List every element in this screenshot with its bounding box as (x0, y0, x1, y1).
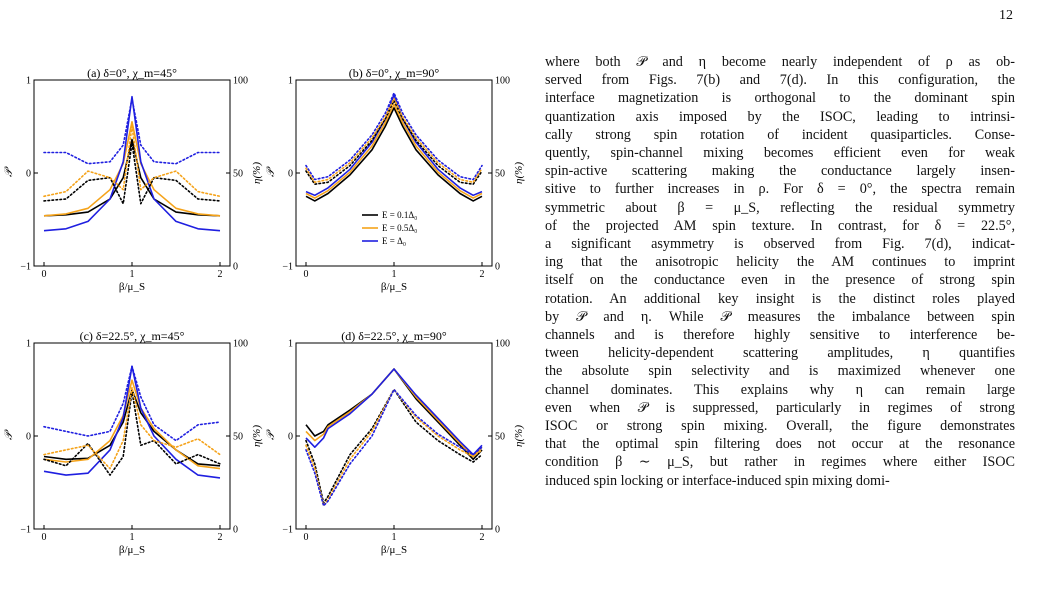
body-line: quently, spin-channel mixing becomes efficient even for weak (545, 145, 1015, 162)
series-dotted-5 (44, 366, 220, 440)
series-dotted-3 (44, 143, 220, 204)
body-line: of the projected AM spin texture. In contrast, for δ = 22.5°, (545, 217, 1015, 234)
left-tick-label: −1 (282, 261, 293, 273)
body-line: channels and is therefore highly sensitive to interference be- (545, 327, 1015, 344)
left-tick-label: 0 (26, 431, 31, 443)
body-line: that the optimal spin filtering does not occur at the resonance (545, 436, 1015, 453)
body-line: interface magnetization is orthogonal to the dominant spin (545, 90, 1015, 107)
x-tick-label: 0 (41, 532, 47, 543)
body-text (545, 53, 1015, 490)
x-tick-label: 2 (479, 532, 485, 543)
series-dotted-3 (306, 101, 482, 185)
left-tick-label: 1 (288, 338, 293, 350)
series-solid-2 (306, 95, 482, 195)
left-tick-label: 1 (288, 75, 293, 87)
x-axis-label: β/μ_S (380, 281, 408, 293)
series-solid-1 (306, 369, 482, 457)
body-line: spin-active scattering making the conductance largely insen- (545, 163, 1015, 180)
left-axis-label: 𝒫 (265, 169, 277, 177)
right-axis-label: η(%) (251, 425, 263, 447)
panel-c (3, 329, 263, 556)
body-line: ISOC or strong spin mixing. Overall, the figure demonstrates (545, 418, 1015, 435)
left-axis-label: 𝒫 (265, 432, 277, 440)
body-line: even when 𝒫 is suppressed, particularly in regimes of strong (545, 399, 1015, 416)
right-tick-label: 0 (495, 261, 500, 273)
series-solid-0 (306, 369, 482, 459)
plot-frame (34, 80, 230, 266)
right-tick-label: 0 (495, 524, 500, 536)
x-tick-label: 1 (391, 532, 397, 543)
x-axis-label: β/μ_S (380, 544, 408, 556)
body-line: induced spin locking or interface-induced spin mixing domi- (545, 472, 890, 489)
series-solid-0 (44, 140, 220, 216)
x-tick-label: 0 (303, 532, 309, 543)
right-tick-label: 50 (233, 431, 243, 443)
right-tick-label: 50 (495, 431, 505, 443)
left-tick-label: −1 (20, 261, 31, 273)
left-tick-label: 0 (288, 431, 293, 443)
left-tick-label: −1 (20, 524, 31, 536)
body-line: a significant asymmetry is observed from Fig. 7(d), indicat- (545, 236, 1015, 253)
x-tick-label: 1 (129, 269, 135, 280)
x-tick-label: 1 (391, 269, 397, 280)
legend-label: E = Δ₀ (382, 236, 406, 246)
x-axis-label: β/μ_S (118, 281, 146, 293)
right-axis-label: η(%) (251, 162, 263, 184)
body-line: symmetric about β = μ_S, reflecting the residual symmetry (545, 199, 1015, 216)
series-solid-2 (44, 97, 220, 231)
body-line: the absolute spin selectivity and is maximized whenever one (545, 363, 1015, 380)
left-axis-label: 𝒫 (3, 169, 15, 177)
body-line: rotation. An additional key insight is the distinct roles played (545, 290, 1015, 307)
page-number: 12 (999, 8, 1013, 23)
x-tick-label: 0 (303, 269, 309, 280)
right-tick-label: 0 (233, 261, 238, 273)
panel-title: (c) δ=22.5°, χ_m=45° (79, 329, 185, 343)
x-tick-label: 1 (129, 532, 135, 543)
x-axis-label: β/μ_S (118, 544, 146, 556)
series-dotted-4 (306, 99, 482, 183)
body-line: sitive to further increases in ρ. For δ = 0°, the spectra remain (545, 181, 1015, 198)
left-tick-label: −1 (282, 524, 293, 536)
left-tick-label: 0 (26, 168, 31, 180)
x-tick-label: 0 (41, 269, 47, 280)
x-tick-label: 2 (479, 269, 485, 280)
body-line: by 𝒫 and η. While 𝒫 measures the imbalance between spin (545, 308, 1015, 325)
body-line: quantization axis imposed by the ISOC, leading to intrinsi- (545, 108, 1015, 125)
body-line: channel dominates. This explains why η can remain large (545, 381, 1015, 398)
right-tick-label: 0 (233, 524, 238, 536)
x-tick-label: 2 (217, 269, 223, 280)
panel-a (3, 66, 263, 293)
right-tick-label: 100 (233, 75, 248, 87)
x-tick-label: 2 (217, 532, 223, 543)
series-solid-1 (44, 122, 220, 216)
series-dotted-4 (44, 127, 220, 197)
body-line: served from Figs. 7(b) and 7(d). In this configuration, the (545, 72, 1015, 89)
body-line: condition β ∼ μ_S, but rather in regimes where either ISOC (545, 454, 1015, 471)
panel-d (265, 329, 525, 556)
panel-title: (b) δ=0°, χ_m=90° (348, 66, 440, 80)
left-tick-label: 1 (26, 75, 31, 87)
body-line: where both 𝒫 and η become nearly independent of ρ as ob- (545, 54, 1015, 70)
left-axis-label: 𝒫 (3, 432, 15, 440)
legend-label: E = 0.1Δ₀ (382, 210, 418, 220)
body-line: itself on the conductance even in the presence of strong spin (545, 272, 1015, 289)
right-tick-label: 100 (495, 338, 510, 350)
body-line: ing that the anisotropic helicity the AM continues to imprint (545, 254, 1015, 271)
right-tick-label: 100 (495, 75, 510, 87)
panel-title: (a) δ=0°, χ_m=45° (87, 66, 177, 80)
legend-label: E = 0.5Δ₀ (382, 223, 418, 233)
right-axis-label: η(%) (513, 425, 525, 447)
right-tick-label: 50 (233, 168, 243, 180)
body-line: cally strong spin rotation of incident quasiparticles. Conse- (545, 126, 1015, 143)
left-tick-label: 1 (26, 338, 31, 350)
panel-title: (d) δ=22.5°, χ_m=90° (341, 329, 447, 343)
body-line: tween helicity-dependent scattering amplitudes, η quantifies (545, 345, 1015, 362)
panel-b (265, 66, 525, 293)
right-tick-label: 100 (233, 338, 248, 350)
right-axis-label: η(%) (513, 162, 525, 184)
left-tick-label: 0 (288, 168, 293, 180)
right-tick-label: 50 (495, 168, 505, 180)
